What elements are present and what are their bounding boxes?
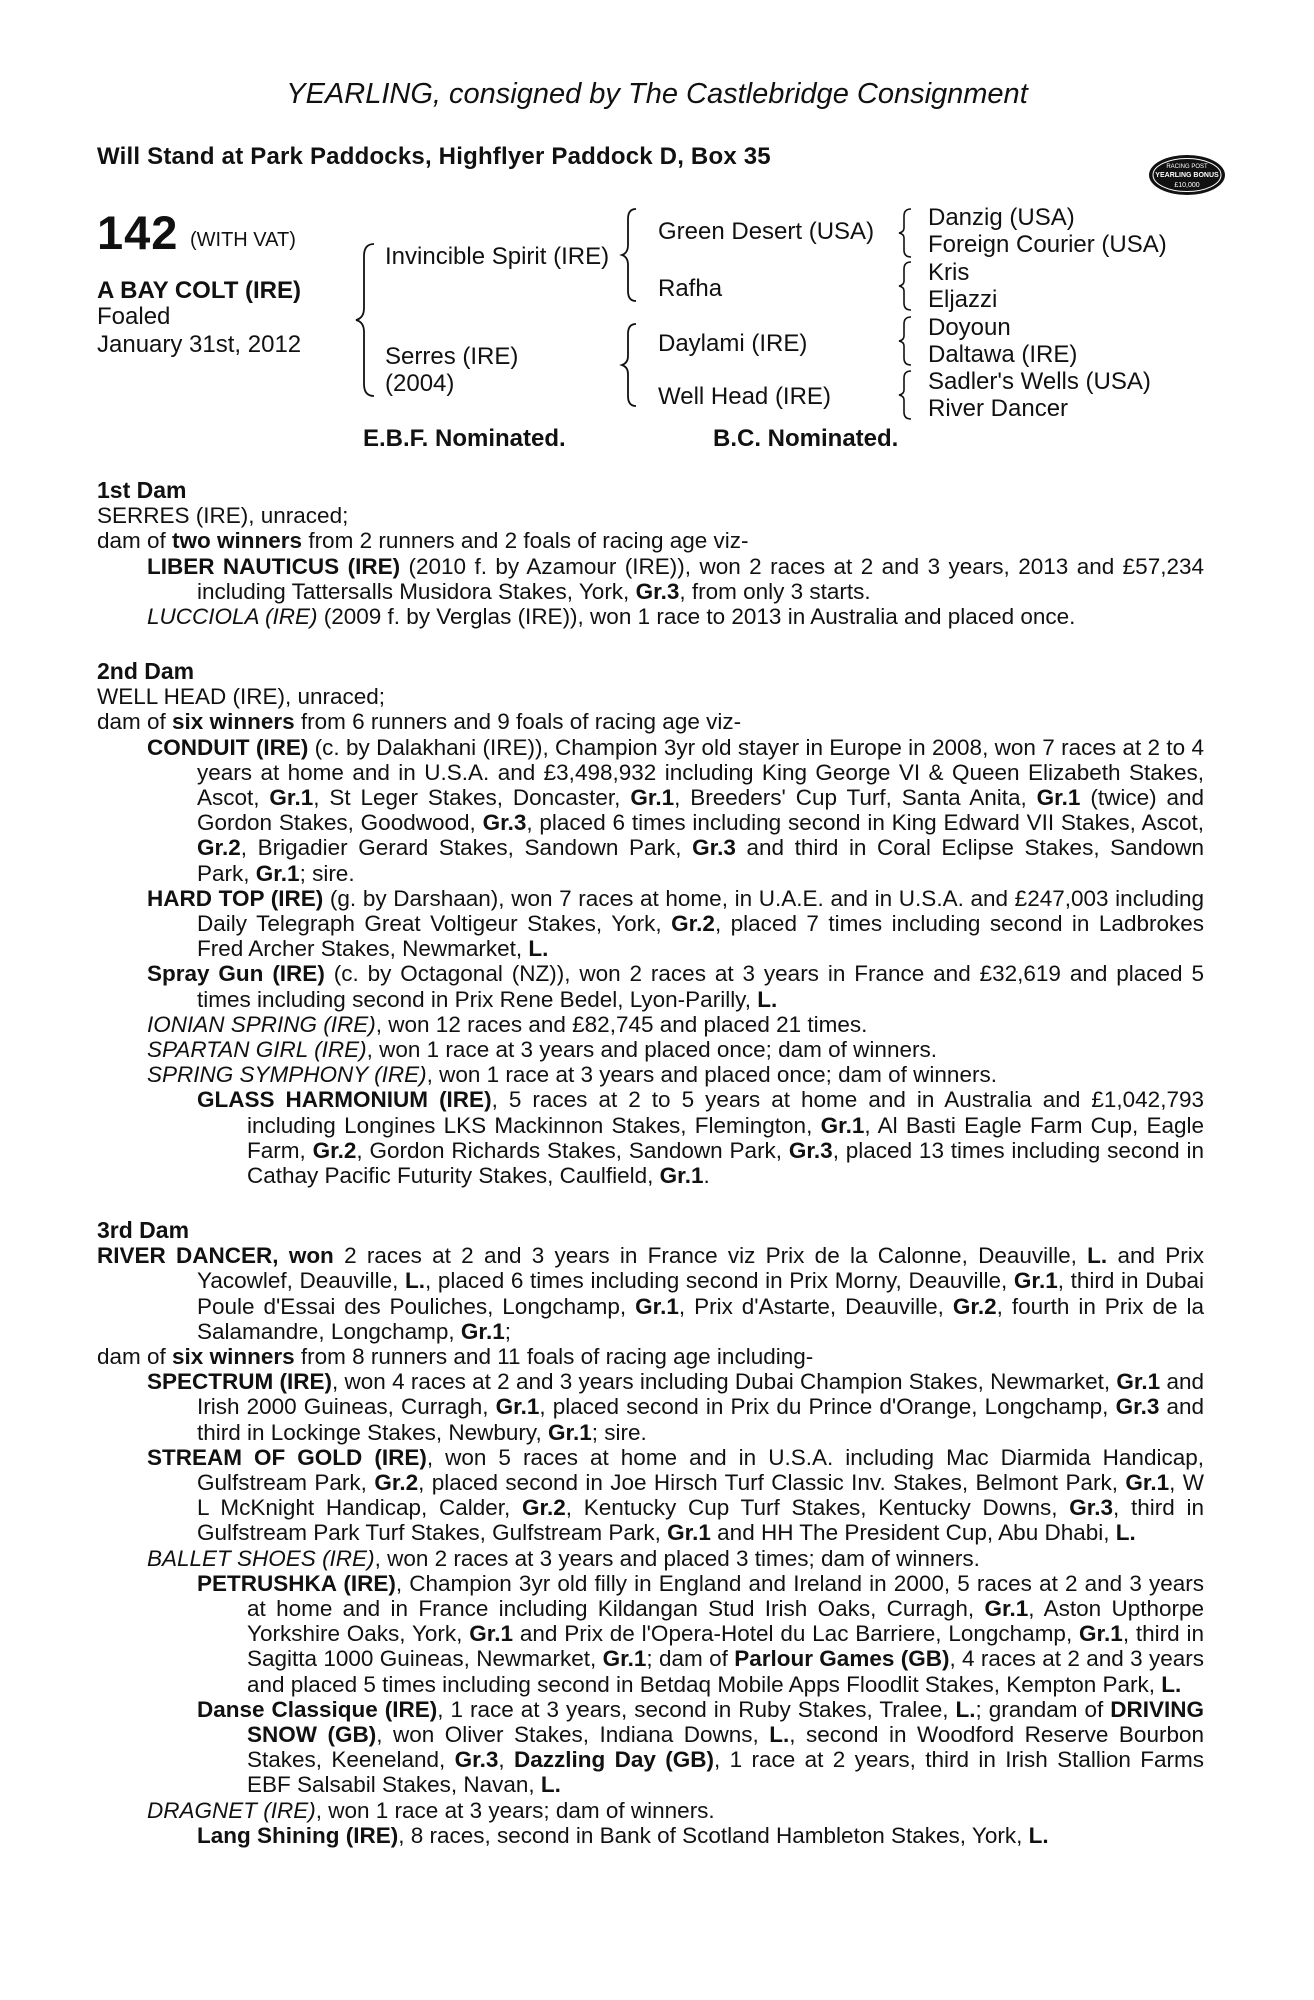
pedigree-brace-2 [618, 205, 642, 305]
yearling-bonus-badge [1147, 148, 1227, 207]
pedigree-brace-6 [895, 314, 915, 368]
entry-lucciola: LUCCIOLA (IRE) (2009 f. by Verglas (IRE)), won 1 race to 2013 in Australia and placed once. [147, 604, 1076, 630]
third-dam-section [97, 1218, 1204, 1848]
page-title: YEARLING, consigned by The Castlebridge Consignment [286, 78, 1028, 110]
great-grandsire-1: Danzig (USA) [928, 204, 1075, 231]
entry-spectrum: SPECTRUM (IRE), won 4 races at 2 and 3 years including Dubai Champion Stakes, Newmarket, Gr.1 and Irish 2000 Guineas, Curragh, Gr.1, placed second in Prix du Prince d'Orange, Longchamp, Gr.3 and third in Lockinge Stakes, Newbury, Gr.1; sire. [147, 1369, 1204, 1445]
entry-glass-harmonium: GLASS HARMONIUM (IRE), 5 races at 2 to 5 years at home and in Australia and £1,042,793 including Longines LKS Mackinnon Stakes, Flemington, Gr.1, Al Basti Eagle Farm Cup, Eagle Farm, Gr.2, Gordon Richards Stakes, Sandown Park, Gr.3, placed 13 times including second in Cathay Pacific Futurity Stakes, Caulfield, Gr.1. [197, 1087, 1205, 1189]
entry-river-dancer: RIVER DANCER, won 2 races at 2 and 3 years in France viz Prix de la Calonne, Deauville, L. and Prix Yacowlef, Deauville, L., placed 6 times including second in Prix Morny, Deauville, Gr.1, third in Dubai Poule d'Essai des Pouliches, Longchamp, Gr.1, Prix d'Astarte, Deauville, Gr.2, fourth in Prix de la Salamandre, Longchamp, Gr.1; [97, 1243, 1204, 1344]
entry-hard-top: HARD TOP (IRE) (g. by Darshaan), won 7 races at home, in U.A.E. and in U.S.A. and £247,003 including Daily Telegraph Great Voltigeur Stakes, York, Gr.2, placed 7 times including second in Ladbrokes Fred Archer Stakes, Newmarket, L. [147, 885, 1204, 962]
great-grandsire-3: Kris [928, 259, 970, 286]
sire-dam: Rafha [658, 275, 723, 302]
ebf-nominated: E.B.F. Nominated. [363, 425, 566, 452]
third-dam-heading: 3rd Dam [97, 1217, 190, 1243]
first-dam-heading: 1st Dam [97, 477, 187, 503]
svg-text:YEARLING BONUS: YEARLING BONUS [1155, 172, 1219, 179]
second-dam-heading: 2nd Dam [97, 658, 195, 684]
great-grandsire-7: Sadler's Wells (USA) [928, 368, 1151, 395]
first-dam-section [97, 478, 1204, 629]
foaled-label: Foaled [97, 303, 171, 330]
dam-year: (2004) [385, 370, 455, 397]
second-dam-section [97, 659, 1204, 1188]
entry-lang-shining: Lang Shining (IRE), 8 races, second in Bank of Scotland Hambleton Stakes, York, L. [197, 1822, 1049, 1848]
entry-spartan-girl: SPARTAN GIRL (IRE), won 1 race at 3 years and placed once; dam of winners. [147, 1037, 937, 1063]
second-dam-produce: dam of six winners from 6 runners and 9 foals of racing age viz- [97, 709, 742, 735]
first-dam-line: SERRES (IRE), unraced; [97, 503, 349, 529]
lot-number: 142 [97, 206, 179, 259]
entry-spray-gun: Spray Gun (IRE) (c. by Octagonal (NZ)), won 2 races at 3 years in France and £32,619 and placed 5 times including second in Prix Rene Bedel, Lyon-Parilly, L. [147, 961, 1204, 1012]
second-dam-line: WELL HEAD (IRE), unraced; [97, 684, 386, 710]
great-grandsire-5: Doyoun [928, 314, 1011, 341]
lot-vat: (WITH VAT) [190, 229, 296, 251]
third-dam-produce: dam of six winners from 8 runners and 11 foals of racing age including- [97, 1344, 814, 1370]
pedigree-brace-4 [895, 206, 915, 260]
entry-conduit: CONDUIT (IRE) (c. by Dalakhani (IRE)), Champion 3yr old stayer in Europe in 2008, won 7 races at 2 to 4 years at home and in U.S.A. and £3,498,932 including King George VI & Queen Elizabeth Stakes, Ascot, Gr.1, St Leger Stakes, Doncaster, Gr.1, Breeders' Cup Turf, Santa Anita, Gr.1 (twice) and Gordon Stakes, Goodwood, Gr.3, placed 6 times including second in King Edward VII Stakes, Ascot, Gr.2, Brigadier Gerard Stakes, Sandown Park, Gr.3 and third in Coral Eclipse Stakes, Sandown Park, Gr.1; sire. [147, 734, 1205, 886]
dam: Serres (IRE) [385, 343, 519, 370]
great-grandsire-8: River Dancer [928, 395, 1069, 422]
entry-spring-symphony: SPRING SYMPHONY (IRE), won 1 race at 3 years and placed once; dam of winners. [147, 1062, 997, 1088]
pedigree-brace-5 [895, 259, 915, 313]
pedigree-brace-1 [352, 240, 382, 400]
sire-sire: Green Desert (USA) [658, 218, 875, 245]
pedigree-brace-7 [895, 368, 915, 422]
great-grandsire-2: Foreign Courier (USA) [928, 231, 1167, 258]
entry-liber-nauticus: LIBER NAUTICUS (IRE) (2010 f. by Azamour (IRE)), won 2 races at 2 and 3 years, 2013 and £57,234 including Tattersalls Musidora Stakes, York, Gr.3, from only 3 starts. [147, 553, 1204, 604]
bc-nominated: B.C. Nominated. [713, 425, 899, 452]
foaled-date: January 31st, 2012 [97, 331, 302, 358]
sire: Invincible Spirit (IRE) [385, 243, 610, 270]
lot-description: A BAY COLT (IRE) [97, 277, 302, 304]
svg-text:RACING POST: RACING POST [1166, 164, 1208, 170]
first-dam-produce: dam of two winners from 2 runners and 2 foals of racing age viz- [97, 528, 749, 554]
entry-stream-of-gold: STREAM OF GOLD (IRE), won 5 races at home and in U.S.A. including Mac Diarmida Handicap, Gulfstream Park, Gr.2, placed second in Joe Hirsch Turf Classic Inv. Stakes, Belmont Park, Gr.1, W L McKnight Handicap, Calder, Gr.2, Kentucky Cup Turf Stakes, Kentucky Downs, Gr.3, third in Gulfstream Park Turf Stakes, Gulfstream Park, Gr.1 and HH The President Cup, Abu Dhabi, L. [147, 1444, 1204, 1546]
entry-danse-classique: Danse Classique (IRE), 1 race at 3 years, second in Ruby Stakes, Tralee, L.; grandam of DRIVING SNOW (GB), won Oliver Stakes, Indiana Downs, L., second in Woodford Reserve Bourbon Stakes, Keeneland, Gr.3, Dazzling Day (GB), 1 race at 2 years, third in Irish Stallion Farms EBF Salsabil Stakes, Navan, L. [197, 1696, 1205, 1798]
dam-dam: Well Head (IRE) [658, 383, 831, 410]
bonus-badge-icon [1147, 148, 1227, 202]
great-grandsire-4: Eljazzi [928, 286, 998, 313]
entry-ionian-spring: IONIAN SPRING (IRE), won 12 races and £82,745 and placed 21 times. [147, 1011, 868, 1037]
entry-petrushka: PETRUSHKA (IRE), Champion 3yr old filly in England and Ireland in 2000, 5 races at 2 and 3 years at home and in France including Kildangan Stud Irish Oaks, Curragh, Gr.1, Aston Upthorpe Yorkshire Oaks, York, Gr.1 and Prix de l'Opera-Hotel du Lac Barriere, Longchamp, Gr.1, third in Sagitta 1000 Guineas, Newmarket, Gr.1; dam of Parlour Games (GB), 4 races at 2 and 3 years and placed 5 times including second in Betdaq Mobile Apps Floodlit Stakes, Kempton Park, L. [197, 1570, 1205, 1697]
stand-location: Will Stand at Park Paddocks, Highflyer Paddock D, Box 35 [97, 143, 771, 170]
dam-sire: Daylami (IRE) [658, 330, 808, 357]
entry-dragnet: DRAGNET (IRE), won 1 race at 3 years; dam of winners. [147, 1797, 715, 1823]
entry-ballet-shoes: BALLET SHOES (IRE), won 2 races at 3 years and placed 3 times; dam of winners. [147, 1545, 980, 1571]
pedigree-brace-3 [618, 320, 642, 410]
svg-text:£10,000: £10,000 [1174, 182, 1200, 189]
great-grandsire-6: Daltawa (IRE) [928, 341, 1078, 368]
